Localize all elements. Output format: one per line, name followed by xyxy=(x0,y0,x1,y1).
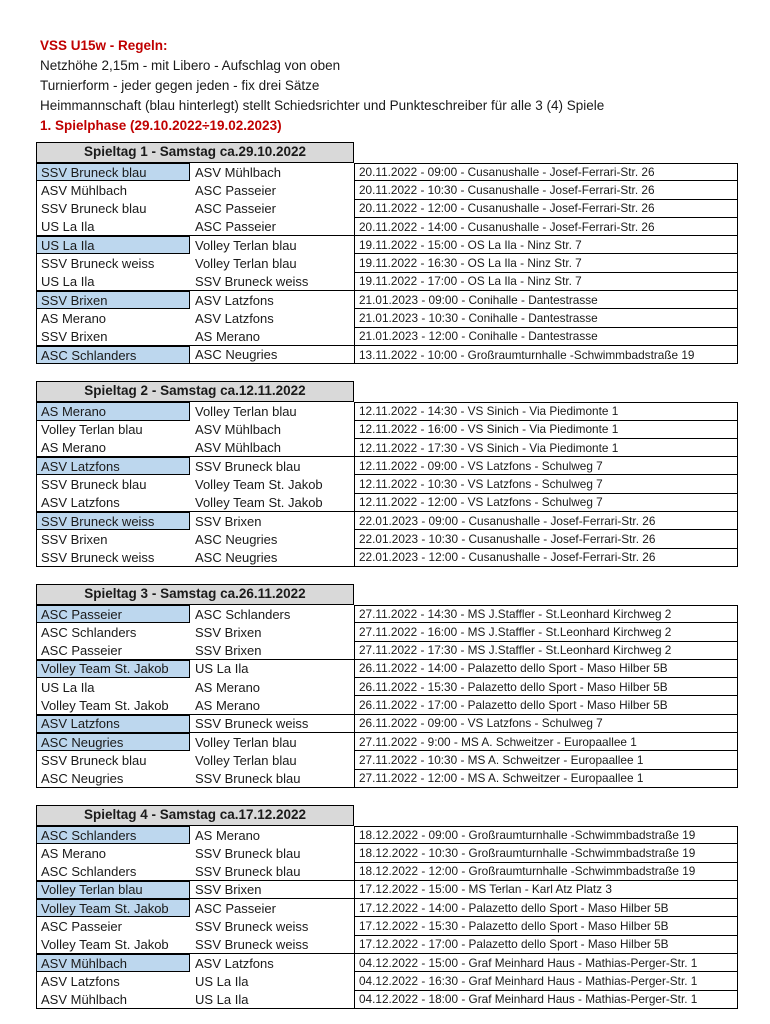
match-info-cell: 12.11.2022 - 16:00 - VS Sinich - Via Piedimonte 1 xyxy=(354,421,738,439)
home-team-cell: US La Ila xyxy=(36,678,190,696)
away-team-cell: Volley Team St. Jakob xyxy=(195,477,323,493)
away-team-cell: ASC Neugries xyxy=(190,346,354,364)
match-info-cell: 12.11.2022 - 14:30 - VS Sinich - Via Piedimonte 1 xyxy=(354,402,738,420)
spieltag-table-2 xyxy=(36,381,770,567)
spieltag-grid xyxy=(36,826,770,1009)
home-team-cell: SSV Bruneck blau xyxy=(36,163,190,181)
home-team-cell: ASC Neugries xyxy=(36,733,190,751)
match-info-cell: 12.11.2022 - 09:00 - VS Latzfons - Schulweg 7 xyxy=(354,457,738,475)
home-team-cell: ASV Latzfons xyxy=(36,972,190,990)
match-info-cell: 19.11.2022 - 15:00 - OS La Ila - Ninz Str. 7 xyxy=(354,236,738,254)
match-info-cell: 22.01.2023 - 12:00 - Cusanushalle - Josef-Ferrari-Str. 26 xyxy=(354,549,738,567)
away-team-cell: ASV Mühlbach xyxy=(190,439,354,457)
away-team-cell: SSV Brixen xyxy=(195,513,262,529)
match-info-cell: 26.11.2022 - 17:00 - Palazetto dello Sport - Maso Hilber 5B xyxy=(354,696,738,714)
away-team-cell: ASC Neugries xyxy=(195,531,278,547)
spieltag-header: Spieltag 1 - Samstag ca.29.10.2022 xyxy=(36,142,354,163)
spieltag-grid xyxy=(36,605,770,788)
rule-line-tournament-form: Turnierform - jeder gegen jeden - fix drei Sätze xyxy=(40,78,320,93)
away-team-cell: ASC Passeier xyxy=(190,218,354,236)
away-team-cell: ASC Neugries xyxy=(190,549,354,567)
away-team-cell: ASV Mühlbach xyxy=(195,164,281,180)
match-info-cell: 20.11.2022 - 09:00 - Cusanushalle - Josef-Ferrari-Str. 26 xyxy=(354,163,738,181)
away-team-cell: ASC Schlanders xyxy=(195,606,291,622)
away-team-cell: US La Ila xyxy=(195,661,249,677)
match-info-cell: 17.12.2022 - 15:30 - Palazetto dello Sport - Maso Hilber 5B xyxy=(354,917,738,935)
match-info-cell: 19.11.2022 - 17:00 - OS La Ila - Ninz Str. 7 xyxy=(354,273,738,291)
home-team-cell: SSV Brixen xyxy=(36,291,190,309)
away-team-cell: ASV Mühlbach xyxy=(195,422,281,438)
home-team-cell: SSV Bruneck blau xyxy=(36,475,190,493)
away-team-cell: ASV Latzfons xyxy=(195,311,274,327)
spieltag-table-3 xyxy=(36,584,770,788)
intro-block xyxy=(40,36,770,136)
away-team-cell: SSV Brixen xyxy=(195,624,262,640)
away-team-cell: Volley Terlan blau xyxy=(195,237,297,253)
home-team-cell: ASC Passeier xyxy=(36,642,190,660)
home-team-cell: AS Merano xyxy=(36,309,190,327)
home-team-cell: ASV Mühlbach xyxy=(36,991,190,1009)
home-team-cell: AS Merano xyxy=(36,439,190,457)
home-team-cell: SSV Bruneck weiss xyxy=(36,512,190,530)
phase-title: 1. Spielphase (29.10.2022÷19.02.2023) xyxy=(40,118,282,133)
away-team-cell: SSV Bruneck weiss xyxy=(190,273,354,291)
match-info-cell: 27.11.2022 - 17:30 - MS J.Staffler - St.Leonhard Kirchweg 2 xyxy=(354,642,738,660)
away-team-cell: Volley Team St. Jakob xyxy=(190,494,354,512)
document-title: VSS U15w - Regeln: xyxy=(40,38,168,53)
match-info-cell: 20.11.2022 - 14:00 - Cusanushalle - Josef-Ferrari-Str. 26 xyxy=(354,218,738,236)
home-team-cell: US La Ila xyxy=(36,236,190,254)
home-team-cell: US La Ila xyxy=(36,218,190,236)
away-team-cell: AS Merano xyxy=(190,696,354,714)
away-team-cell: SSV Bruneck weiss xyxy=(190,936,354,954)
away-team-cell: SSV Bruneck blau xyxy=(190,770,354,788)
away-team-cell: SSV Brixen xyxy=(190,642,354,660)
rule-line-home-team: Heimmannschaft (blau hinterlegt) stellt Schiedsrichter und Punkteschreiber für alle 3 (4) Spiele xyxy=(40,98,605,113)
home-team-cell: AS Merano xyxy=(36,402,190,420)
match-info-cell: 21.01.2023 - 09:00 - Conihalle - Dantestrasse xyxy=(354,291,738,309)
away-team-cell: AS Merano xyxy=(190,328,354,346)
away-team-cell: SSV Bruneck weiss xyxy=(190,715,354,733)
match-info-cell: 12.11.2022 - 10:30 - VS Latzfons - Schulweg 7 xyxy=(354,475,738,493)
home-team-cell: ASC Passeier xyxy=(36,605,190,623)
spieltag-table-1 xyxy=(36,142,770,364)
match-info-cell: 17.12.2022 - 17:00 - Palazetto dello Sport - Maso Hilber 5B xyxy=(354,936,738,954)
home-team-cell: Volley Team St. Jakob xyxy=(36,899,190,917)
match-info-cell: 04.12.2022 - 16:30 - Graf Meinhard Haus - Mathias-Perger-Str. 1 xyxy=(354,972,738,990)
away-team-cell: SSV Brixen xyxy=(190,881,354,899)
rule-line-net-height: Netzhöhe 2,15m - mit Libero - Aufschlag von oben xyxy=(40,58,341,73)
home-team-cell: SSV Brixen xyxy=(36,328,190,346)
home-team-cell: ASC Schlanders xyxy=(36,623,190,641)
spieltag-table-4 xyxy=(36,805,770,1009)
home-team-cell: ASC Neugries xyxy=(36,770,190,788)
home-team-cell: SSV Bruneck blau xyxy=(36,200,190,218)
home-team-cell: Volley Team St. Jakob xyxy=(36,696,190,714)
home-team-cell: ASC Passeier xyxy=(36,917,190,935)
away-team-cell: ASC Passeier xyxy=(195,900,276,916)
home-team-cell: SSV Bruneck blau xyxy=(36,751,190,769)
match-info-cell: 26.11.2022 - 15:30 - Palazetto dello Sport - Maso Hilber 5B xyxy=(354,678,738,696)
match-info-cell: 17.12.2022 - 14:00 - Palazetto dello Sport - Maso Hilber 5B xyxy=(354,899,738,917)
match-info-cell: 21.01.2023 - 10:30 - Conihalle - Dantestrasse xyxy=(354,309,738,327)
home-team-cell: Volley Team St. Jakob xyxy=(36,660,190,678)
spieltag-header: Spieltag 4 - Samstag ca.17.12.2022 xyxy=(36,805,354,826)
away-team-cell: SSV Bruneck blau xyxy=(195,845,301,861)
away-team-cell: Volley Terlan blau xyxy=(195,403,297,419)
away-team-cell: Volley Terlan blau xyxy=(195,256,297,272)
away-team-cell: SSV Bruneck blau xyxy=(190,863,354,881)
home-team-cell: Volley Team St. Jakob xyxy=(36,936,190,954)
match-info-cell: 21.01.2023 - 12:00 - Conihalle - Dantestrasse xyxy=(354,328,738,346)
spieltag-header: Spieltag 3 - Samstag ca.26.11.2022 xyxy=(36,584,354,605)
home-team-cell: ASC Schlanders xyxy=(36,826,190,844)
away-team-cell: ASV Latzfons xyxy=(195,292,274,308)
match-info-cell: 27.11.2022 - 14:30 - MS J.Staffler - St.Leonhard Kirchweg 2 xyxy=(354,605,738,623)
home-team-cell: US La Ila xyxy=(36,273,190,291)
spieltag-grid xyxy=(36,402,770,567)
away-team-cell: ASV Latzfons xyxy=(195,955,274,971)
spieltag-header: Spieltag 2 - Samstag ca.12.11.2022 xyxy=(36,381,354,402)
home-team-cell: ASC Schlanders xyxy=(36,863,190,881)
away-team-cell: ASC Passeier xyxy=(195,201,276,217)
home-team-cell: ASV Mühlbach xyxy=(36,954,190,972)
home-team-cell: SSV Bruneck weiss xyxy=(36,549,190,567)
away-team-cell: US La Ila xyxy=(195,973,249,989)
match-info-cell: 22.01.2023 - 09:00 - Cusanushalle - Josef-Ferrari-Str. 26 xyxy=(354,512,738,530)
match-info-cell: 20.11.2022 - 12:00 - Cusanushalle - Josef-Ferrari-Str. 26 xyxy=(354,200,738,218)
spieltag-tables xyxy=(36,142,770,1009)
home-team-cell: ASV Latzfons xyxy=(36,715,190,733)
home-team-cell: ASV Latzfons xyxy=(36,457,190,475)
away-team-cell: Volley Terlan blau xyxy=(195,734,297,750)
match-info-cell: 04.12.2022 - 18:00 - Graf Meinhard Haus - Mathias-Perger-Str. 1 xyxy=(354,991,738,1009)
match-info-cell: 04.12.2022 - 15:00 - Graf Meinhard Haus - Mathias-Perger-Str. 1 xyxy=(354,954,738,972)
home-team-cell: SSV Bruneck weiss xyxy=(36,254,190,272)
home-team-cell: Volley Terlan blau xyxy=(36,421,190,439)
away-team-cell: SSV Bruneck blau xyxy=(195,458,301,474)
match-info-cell: 27.11.2022 - 9:00 - MS A. Schweitzer - Europaallee 1 xyxy=(354,733,738,751)
match-info-cell: 27.11.2022 - 16:00 - MS J.Staffler - St.Leonhard Kirchweg 2 xyxy=(354,623,738,641)
home-team-cell: ASC Schlanders xyxy=(36,346,190,364)
match-info-cell: 20.11.2022 - 10:30 - Cusanushalle - Josef-Ferrari-Str. 26 xyxy=(354,181,738,199)
spieltag-grid xyxy=(36,163,770,364)
match-info-cell: 13.11.2022 - 10:00 - Großraumturnhalle -Schwimmbadstraße 19 xyxy=(354,346,738,364)
match-info-cell: 22.01.2023 - 10:30 - Cusanushalle - Josef-Ferrari-Str. 26 xyxy=(354,530,738,548)
match-info-cell: 26.11.2022 - 14:00 - Palazetto dello Sport - Maso Hilber 5B xyxy=(354,660,738,678)
match-info-cell: 12.11.2022 - 12:00 - VS Latzfons - Schulweg 7 xyxy=(354,494,738,512)
away-team-cell: US La Ila xyxy=(190,991,354,1009)
away-team-cell: AS Merano xyxy=(195,679,261,695)
match-info-cell: 17.12.2022 - 15:00 - MS Terlan - Karl Atz Platz 3 xyxy=(354,881,738,899)
match-info-cell: 18.12.2022 - 10:30 - Großraumturnhalle -Schwimmbadstraße 19 xyxy=(354,844,738,862)
match-info-cell: 26.11.2022 - 09:00 - VS Latzfons - Schulweg 7 xyxy=(354,715,738,733)
home-team-cell: SSV Brixen xyxy=(36,530,190,548)
away-team-cell: AS Merano xyxy=(195,827,261,843)
home-team-cell: AS Merano xyxy=(36,844,190,862)
home-team-cell: ASV Latzfons xyxy=(36,494,190,512)
match-info-cell: 27.11.2022 - 10:30 - MS A. Schweitzer - Europaallee 1 xyxy=(354,751,738,769)
home-team-cell: ASV Mühlbach xyxy=(36,181,190,199)
away-team-cell: SSV Bruneck weiss xyxy=(195,919,309,935)
match-info-cell: 19.11.2022 - 16:30 - OS La Ila - Ninz Str. 7 xyxy=(354,254,738,272)
match-info-cell: 27.11.2022 - 12:00 - MS A. Schweitzer - Europaallee 1 xyxy=(354,770,738,788)
away-team-cell: Volley Terlan blau xyxy=(195,752,297,768)
match-info-cell: 12.11.2022 - 17:30 - VS Sinich - Via Piedimonte 1 xyxy=(354,439,738,457)
match-info-cell: 18.12.2022 - 09:00 - Großraumturnhalle -Schwimmbadstraße 19 xyxy=(354,826,738,844)
match-info-cell: 18.12.2022 - 12:00 - Großraumturnhalle -Schwimmbadstraße 19 xyxy=(354,863,738,881)
home-team-cell: Volley Terlan blau xyxy=(36,881,190,899)
away-team-cell: ASC Passeier xyxy=(195,182,276,198)
